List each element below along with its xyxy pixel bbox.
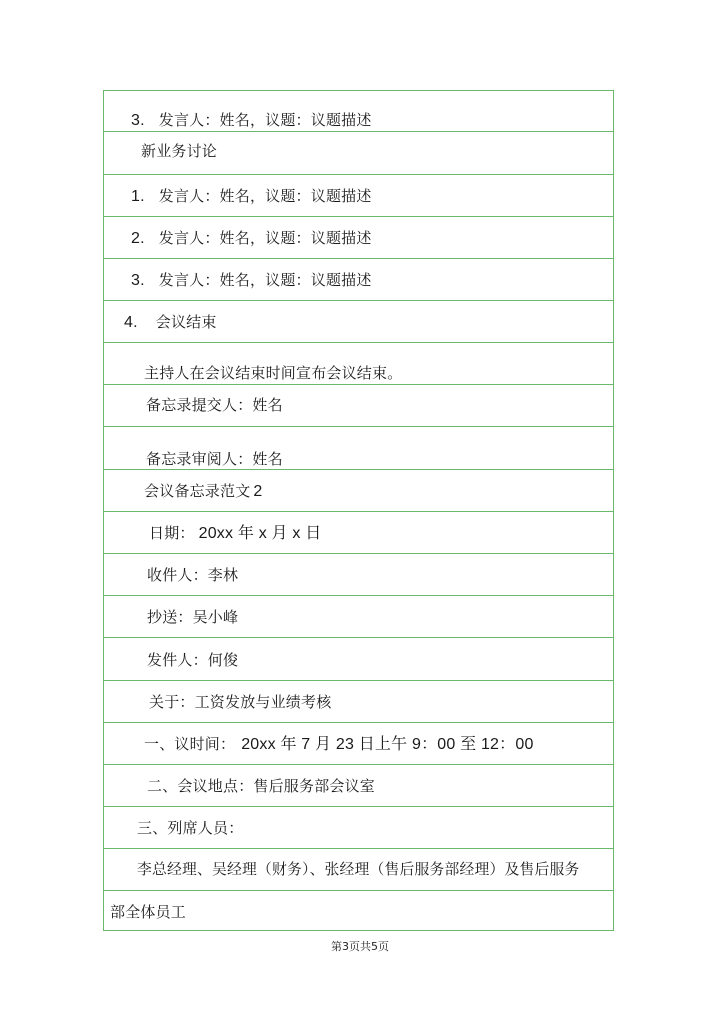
title-number: 2: [253, 483, 263, 500]
table-row: [104, 891, 613, 932]
sender-line: 发件人：何俊: [147, 651, 239, 669]
table-row: [104, 723, 613, 765]
table-row: [104, 807, 613, 849]
table-row: [104, 681, 613, 723]
list-item: [131, 271, 372, 290]
table-row: [104, 596, 613, 638]
date-value: 20xx 年 x 月 x 日: [198, 525, 322, 542]
item-number: 1.: [131, 188, 145, 205]
memo-table: [103, 90, 614, 931]
list-item: [131, 187, 372, 206]
item-number: 3.: [131, 112, 145, 129]
table-row: [104, 259, 613, 301]
item-text: 会议结束: [155, 313, 217, 331]
recipient-line: 收件人：李林: [147, 566, 239, 584]
table-row: [104, 638, 613, 681]
table-row: [104, 470, 613, 512]
meeting-time-value: 20xx 年 7 月 23 日上午 9：00 至 12：00: [241, 736, 534, 753]
item-text: 发言人：姓名，议题：议题描述: [158, 111, 372, 129]
attendees-heading: 三、列席人员：: [137, 819, 244, 837]
table-row: [104, 91, 613, 132]
date-line: [149, 524, 321, 543]
paragraph: 备忘录提交人：姓名: [146, 396, 283, 414]
table-row: [104, 427, 613, 470]
list-item: [131, 111, 372, 130]
meeting-time-label: 一、议时间：: [144, 735, 236, 753]
meeting-location-line: 二、会议地点：售后服务部会议室: [147, 777, 376, 795]
list-item: [131, 229, 372, 248]
table-row: [104, 554, 613, 596]
item-text: 发言人：姓名，议题：议题描述: [158, 271, 372, 289]
subject-line: 关于：工资发放与业绩考核: [149, 693, 332, 711]
item-text: 发言人：姓名，议题：议题描述: [158, 229, 372, 247]
date-label: 日期：: [149, 524, 195, 542]
item-number: 2.: [131, 230, 145, 247]
meeting-time-line: [144, 735, 534, 754]
attendees-list-continued: 部全体员工: [110, 903, 187, 921]
table-row: [104, 217, 613, 259]
page-number: 第3页共5页: [331, 940, 389, 953]
table-row: [104, 175, 613, 217]
item-text: 发言人：姓名，议题：议题描述: [158, 187, 372, 205]
paragraph: 备忘录审阅人：姓名: [146, 450, 283, 468]
list-item: [124, 313, 217, 332]
section-heading: 新业务讨论: [141, 142, 218, 160]
paragraph: 主持人在会议结束时间宣布会议结束。: [144, 364, 403, 382]
table-row: [104, 512, 613, 554]
table-row: [104, 132, 613, 175]
table-row: [104, 765, 613, 807]
table-row: [104, 849, 613, 891]
item-number: 3.: [131, 272, 145, 289]
cc-line: 抄送：吴小峰: [147, 608, 239, 626]
document-title: [144, 482, 263, 501]
title-text: 会议备忘录范文: [144, 482, 251, 500]
table-row: [104, 301, 613, 343]
table-row: [104, 343, 613, 385]
table-row: [104, 385, 613, 427]
item-number: 4.: [124, 314, 138, 331]
attendees-list: 李总经理、吴经理（财务）、张经理（售后服务部经理）及售后服务: [137, 861, 580, 878]
